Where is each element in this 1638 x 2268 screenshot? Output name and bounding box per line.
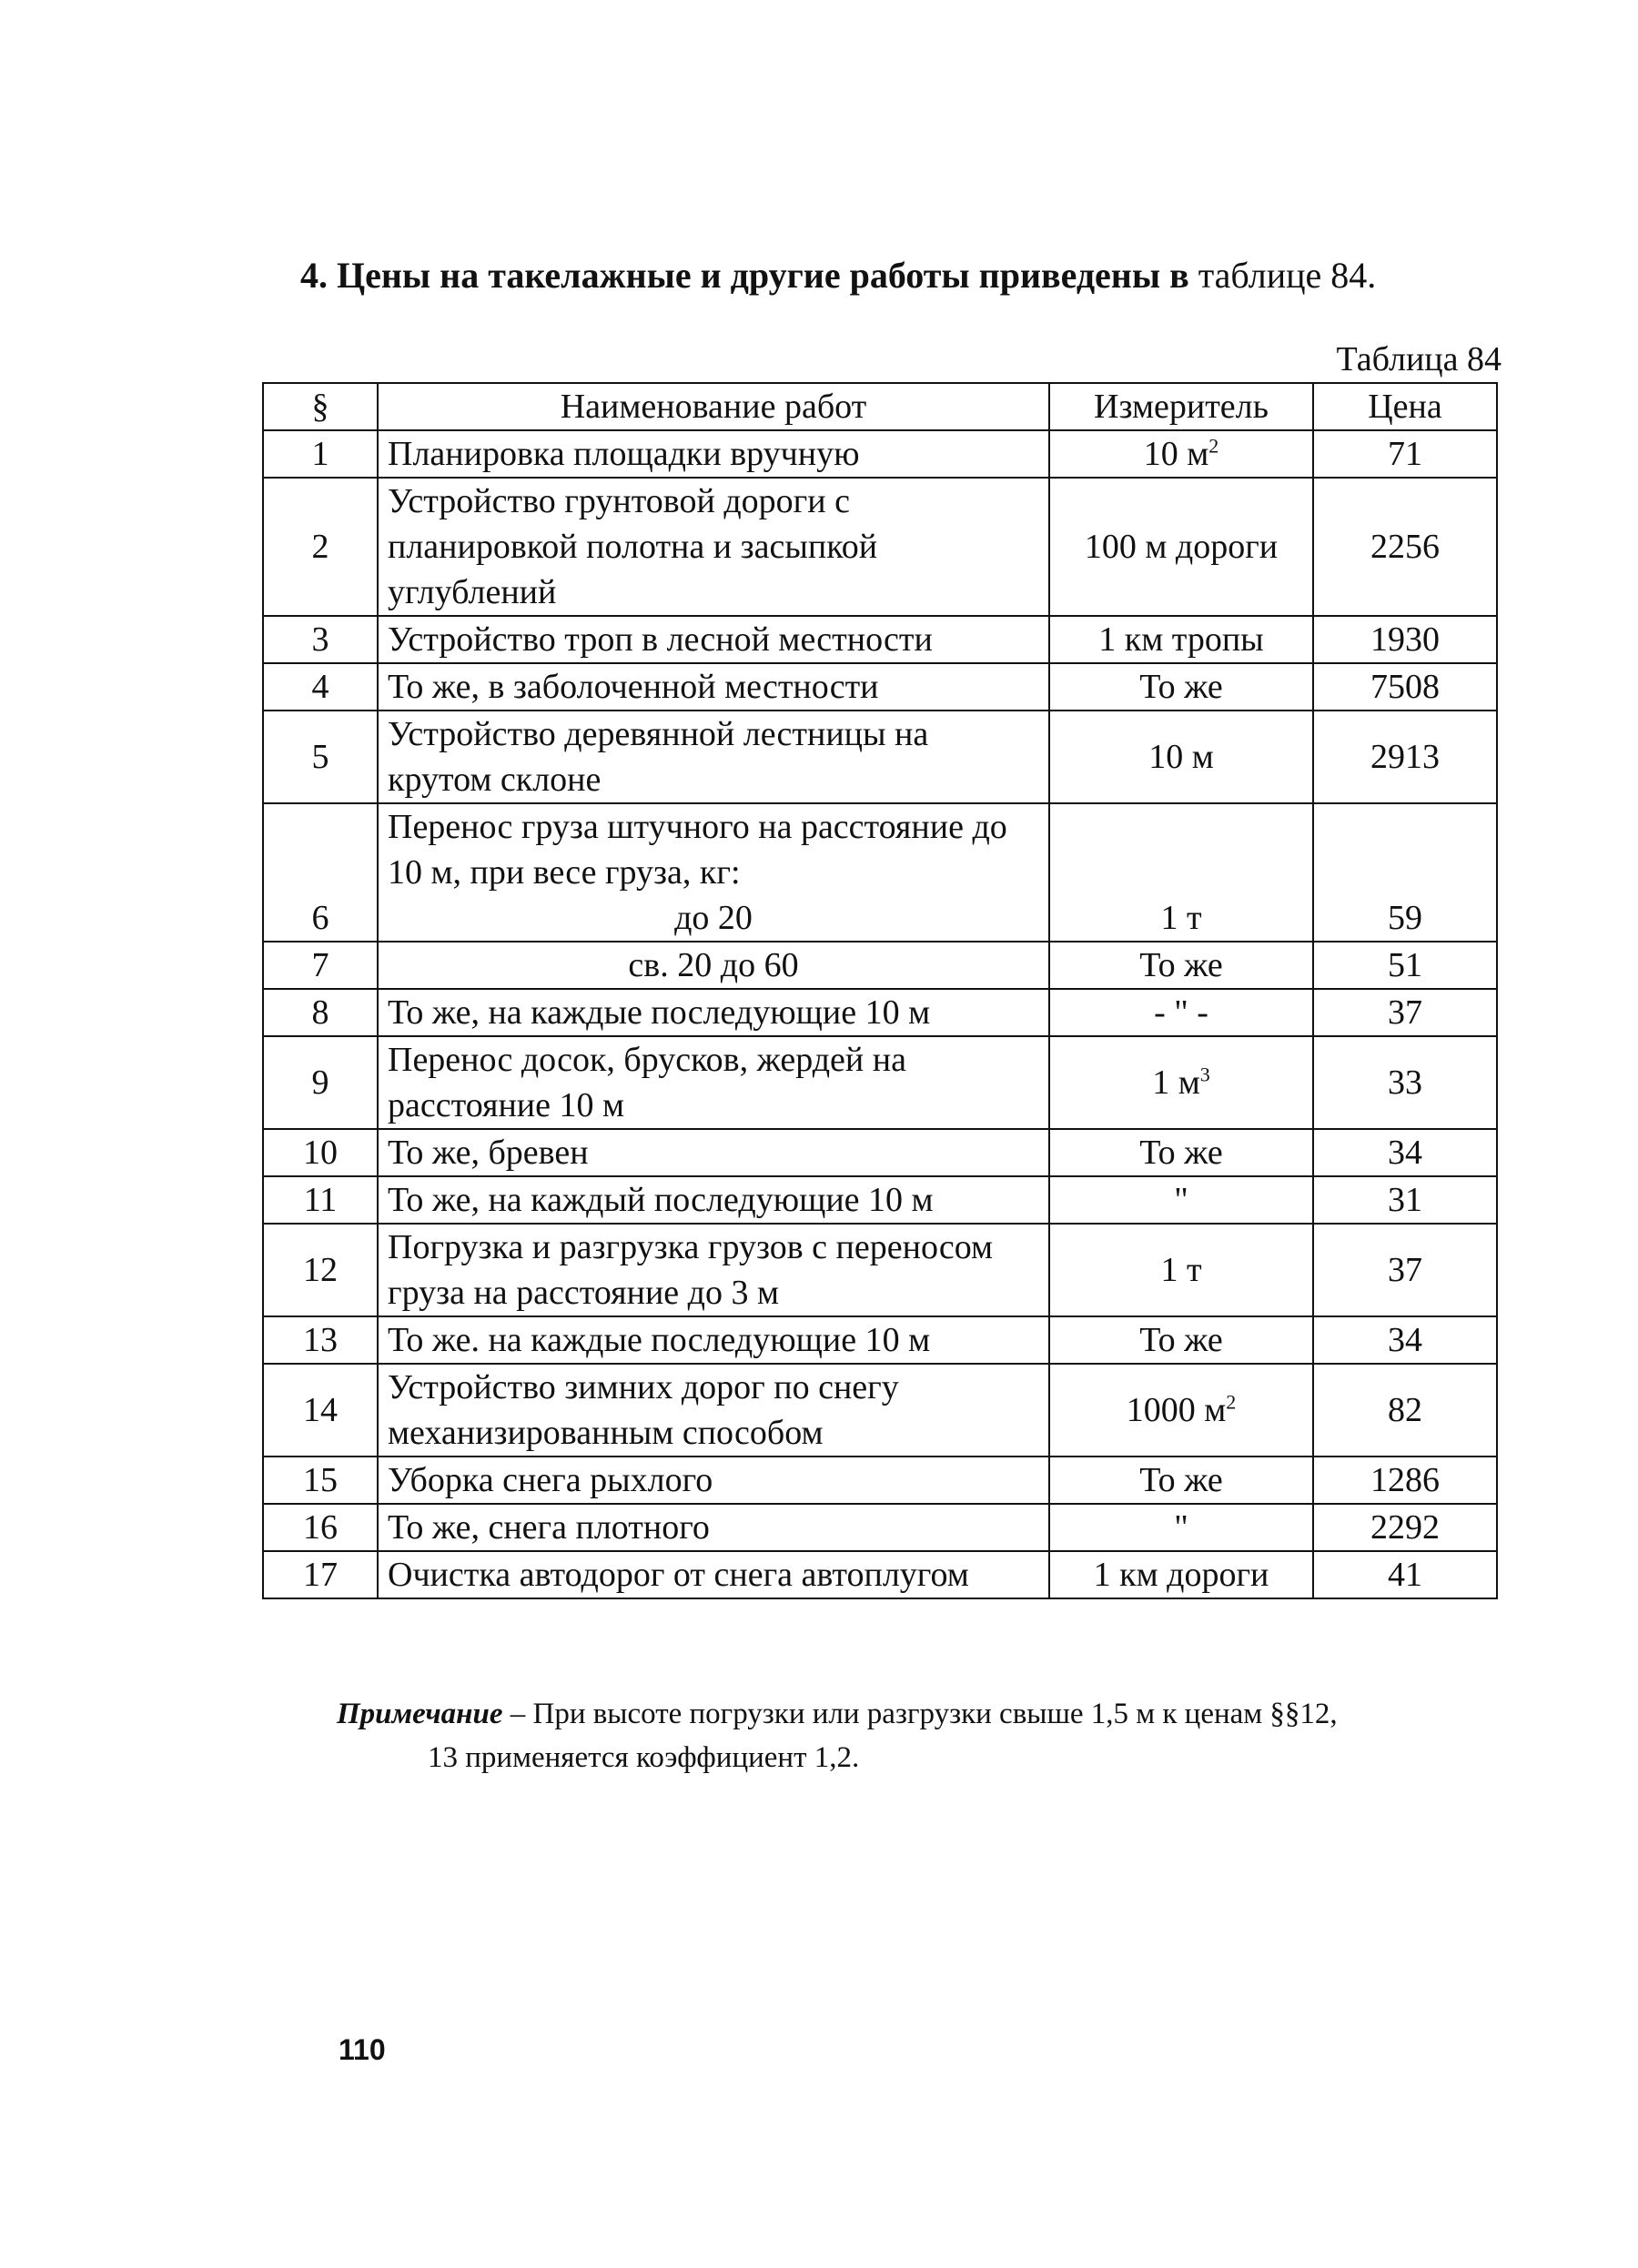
row-price: 71 (1313, 430, 1497, 478)
row-price: 51 (1313, 942, 1497, 989)
unit-text: " (1174, 1508, 1188, 1547)
row-work-name: Устройство грунтовой дороги с планировкой полотна и засыпкой углублений (378, 478, 1049, 616)
unit-text: - " - (1154, 993, 1208, 1032)
row-work-name: Уборка снега рыхлого (378, 1457, 1049, 1504)
row-number: 15 (263, 1457, 378, 1504)
unit-text: 1 т (1160, 899, 1202, 937)
row-unit (1049, 711, 1313, 803)
table-row (263, 616, 1497, 663)
row-number: 5 (263, 711, 378, 803)
footnote-label: Примечание (337, 1698, 503, 1730)
table-row (263, 1504, 1497, 1551)
footnote-text-1: – При высоте погрузки или разгрузки свыше 1,5 м к ценам §§12, (502, 1698, 1338, 1730)
table-row (263, 1551, 1497, 1598)
table-row (263, 1457, 1497, 1504)
row-unit (1049, 1364, 1313, 1457)
table-header-row (263, 383, 1497, 430)
row-number: 17 (263, 1551, 378, 1598)
row-work-name: Устройство деревянной лестницы на крутом склоне (378, 711, 1049, 803)
row-number: 7 (263, 942, 378, 989)
row-work-name: Погрузка и разгрузка грузов с переносом груза на расстояние до 3 м (378, 1224, 1049, 1316)
table-row (263, 430, 1497, 478)
row-number: 14 (263, 1364, 378, 1457)
row-price: 2913 (1313, 711, 1497, 803)
row-number: 6 (263, 803, 378, 942)
row-unit (1049, 803, 1313, 942)
row-price: 2256 (1313, 478, 1497, 616)
row-unit (1049, 1129, 1313, 1176)
unit-text: 1 км тропы (1098, 620, 1264, 659)
row-work-name: св. 20 до 60 (378, 942, 1049, 989)
row-number: 3 (263, 616, 378, 663)
row-work-name: То же, на каждые последующие 10 м (378, 989, 1049, 1036)
row-price: 1930 (1313, 616, 1497, 663)
table-row (263, 1364, 1497, 1457)
table-row (263, 989, 1497, 1036)
row-unit (1049, 942, 1313, 989)
row-work-name (378, 803, 1049, 942)
row-number: 4 (263, 663, 378, 711)
row-unit (1049, 1457, 1313, 1504)
table-row (263, 663, 1497, 711)
row-price: 7508 (1313, 663, 1497, 711)
row-number: 13 (263, 1316, 378, 1364)
row-number: 10 (263, 1129, 378, 1176)
header-work-name: Наименование работ (378, 383, 1049, 430)
table-row (263, 803, 1497, 942)
row-price: 82 (1313, 1364, 1497, 1457)
table-row (263, 711, 1497, 803)
unit-text: То же (1139, 946, 1223, 984)
row-work-name: Планировка площадки вручную (378, 430, 1049, 478)
row-unit (1049, 1224, 1313, 1316)
unit-text: 1 т (1160, 1251, 1202, 1289)
unit-text: 1 м (1152, 1063, 1200, 1102)
row-price: 2292 (1313, 1504, 1497, 1551)
row-work-name: Очистка автодорог от снега автоплугом (378, 1551, 1049, 1598)
header-section: § (263, 383, 378, 430)
unit-text: То же (1139, 1134, 1223, 1172)
row-work-name: То же, бревен (378, 1129, 1049, 1176)
row-number: 2 (263, 478, 378, 616)
unit-text: 1 км дороги (1093, 1556, 1269, 1594)
row-number: 11 (263, 1176, 378, 1224)
unit-text: 10 м (1148, 738, 1214, 776)
unit-superscript: 2 (1226, 1390, 1237, 1414)
page-number: 110 (339, 2033, 386, 2066)
row-price: 37 (1313, 1224, 1497, 1316)
work-name-text: Перенос груза штучного на расстояние до 10 м, при весе груза, кг: (388, 808, 1007, 892)
row-price: 1286 (1313, 1457, 1497, 1504)
header-unit: Измеритель (1049, 383, 1313, 430)
row-number: 16 (263, 1504, 378, 1551)
row-price: 41 (1313, 1551, 1497, 1598)
table-row (263, 1036, 1497, 1129)
row-price: 37 (1313, 989, 1497, 1036)
table-row (263, 1224, 1497, 1316)
row-unit (1049, 663, 1313, 711)
row-price: 33 (1313, 1036, 1497, 1129)
header-price: Цена (1313, 383, 1497, 430)
row-work-name: То же. на каждые последующие 10 м (378, 1316, 1049, 1364)
unit-text: То же (1139, 1321, 1223, 1359)
row-work-name: Перенос досок, брусков, жердей на расстояние 10 м (378, 1036, 1049, 1129)
row-work-name: То же, на каждый последующие 10 м (378, 1176, 1049, 1224)
work-name-subtext: до 20 (674, 899, 753, 937)
row-number: 9 (263, 1036, 378, 1129)
section-heading-tail: таблице 84. (1198, 255, 1377, 296)
row-unit (1049, 1036, 1313, 1129)
row-work-name: То же, снега плотного (378, 1504, 1049, 1551)
row-work-name: То же, в заболоченной местности (378, 663, 1049, 711)
unit-text: 10 м (1143, 435, 1209, 473)
table-row (263, 1129, 1497, 1176)
section-heading-bold: 4. Цены на такелажные и другие работы приведены в (300, 255, 1189, 296)
row-price: 34 (1313, 1316, 1497, 1364)
unit-text: То же (1139, 668, 1223, 706)
row-unit (1049, 478, 1313, 616)
table-caption: Таблица 84 (1336, 340, 1502, 378)
row-price: 34 (1313, 1129, 1497, 1176)
table-row (263, 1176, 1497, 1224)
row-unit (1049, 1504, 1313, 1551)
row-unit (1049, 616, 1313, 663)
row-unit (1049, 430, 1313, 478)
unit-text: " (1174, 1181, 1188, 1219)
row-number: 12 (263, 1224, 378, 1316)
row-price: 31 (1313, 1176, 1497, 1224)
row-work-name: Устройство троп в лесной местности (378, 616, 1049, 663)
row-work-name: Устройство зимних дорог по снегу механизированным способом (378, 1364, 1049, 1457)
row-number: 8 (263, 989, 378, 1036)
footnote-text-2: 13 применяется коэффициент 1,2. (428, 1741, 860, 1774)
row-number: 1 (263, 430, 378, 478)
unit-text: 1000 м (1126, 1391, 1227, 1429)
section-heading (300, 250, 1483, 301)
row-unit (1049, 1176, 1313, 1224)
table-row (263, 478, 1497, 616)
unit-text: 100 м дороги (1084, 528, 1279, 566)
table-row (263, 942, 1497, 989)
unit-text: То же (1139, 1461, 1223, 1499)
footnote (337, 1692, 1511, 1779)
row-unit (1049, 1316, 1313, 1364)
unit-superscript: 3 (1199, 1063, 1210, 1086)
row-unit (1049, 989, 1313, 1036)
prices-table (262, 382, 1498, 1599)
unit-superscript: 2 (1208, 434, 1219, 458)
table-row (263, 1316, 1497, 1364)
row-unit (1049, 1551, 1313, 1598)
row-price: 59 (1313, 803, 1497, 942)
